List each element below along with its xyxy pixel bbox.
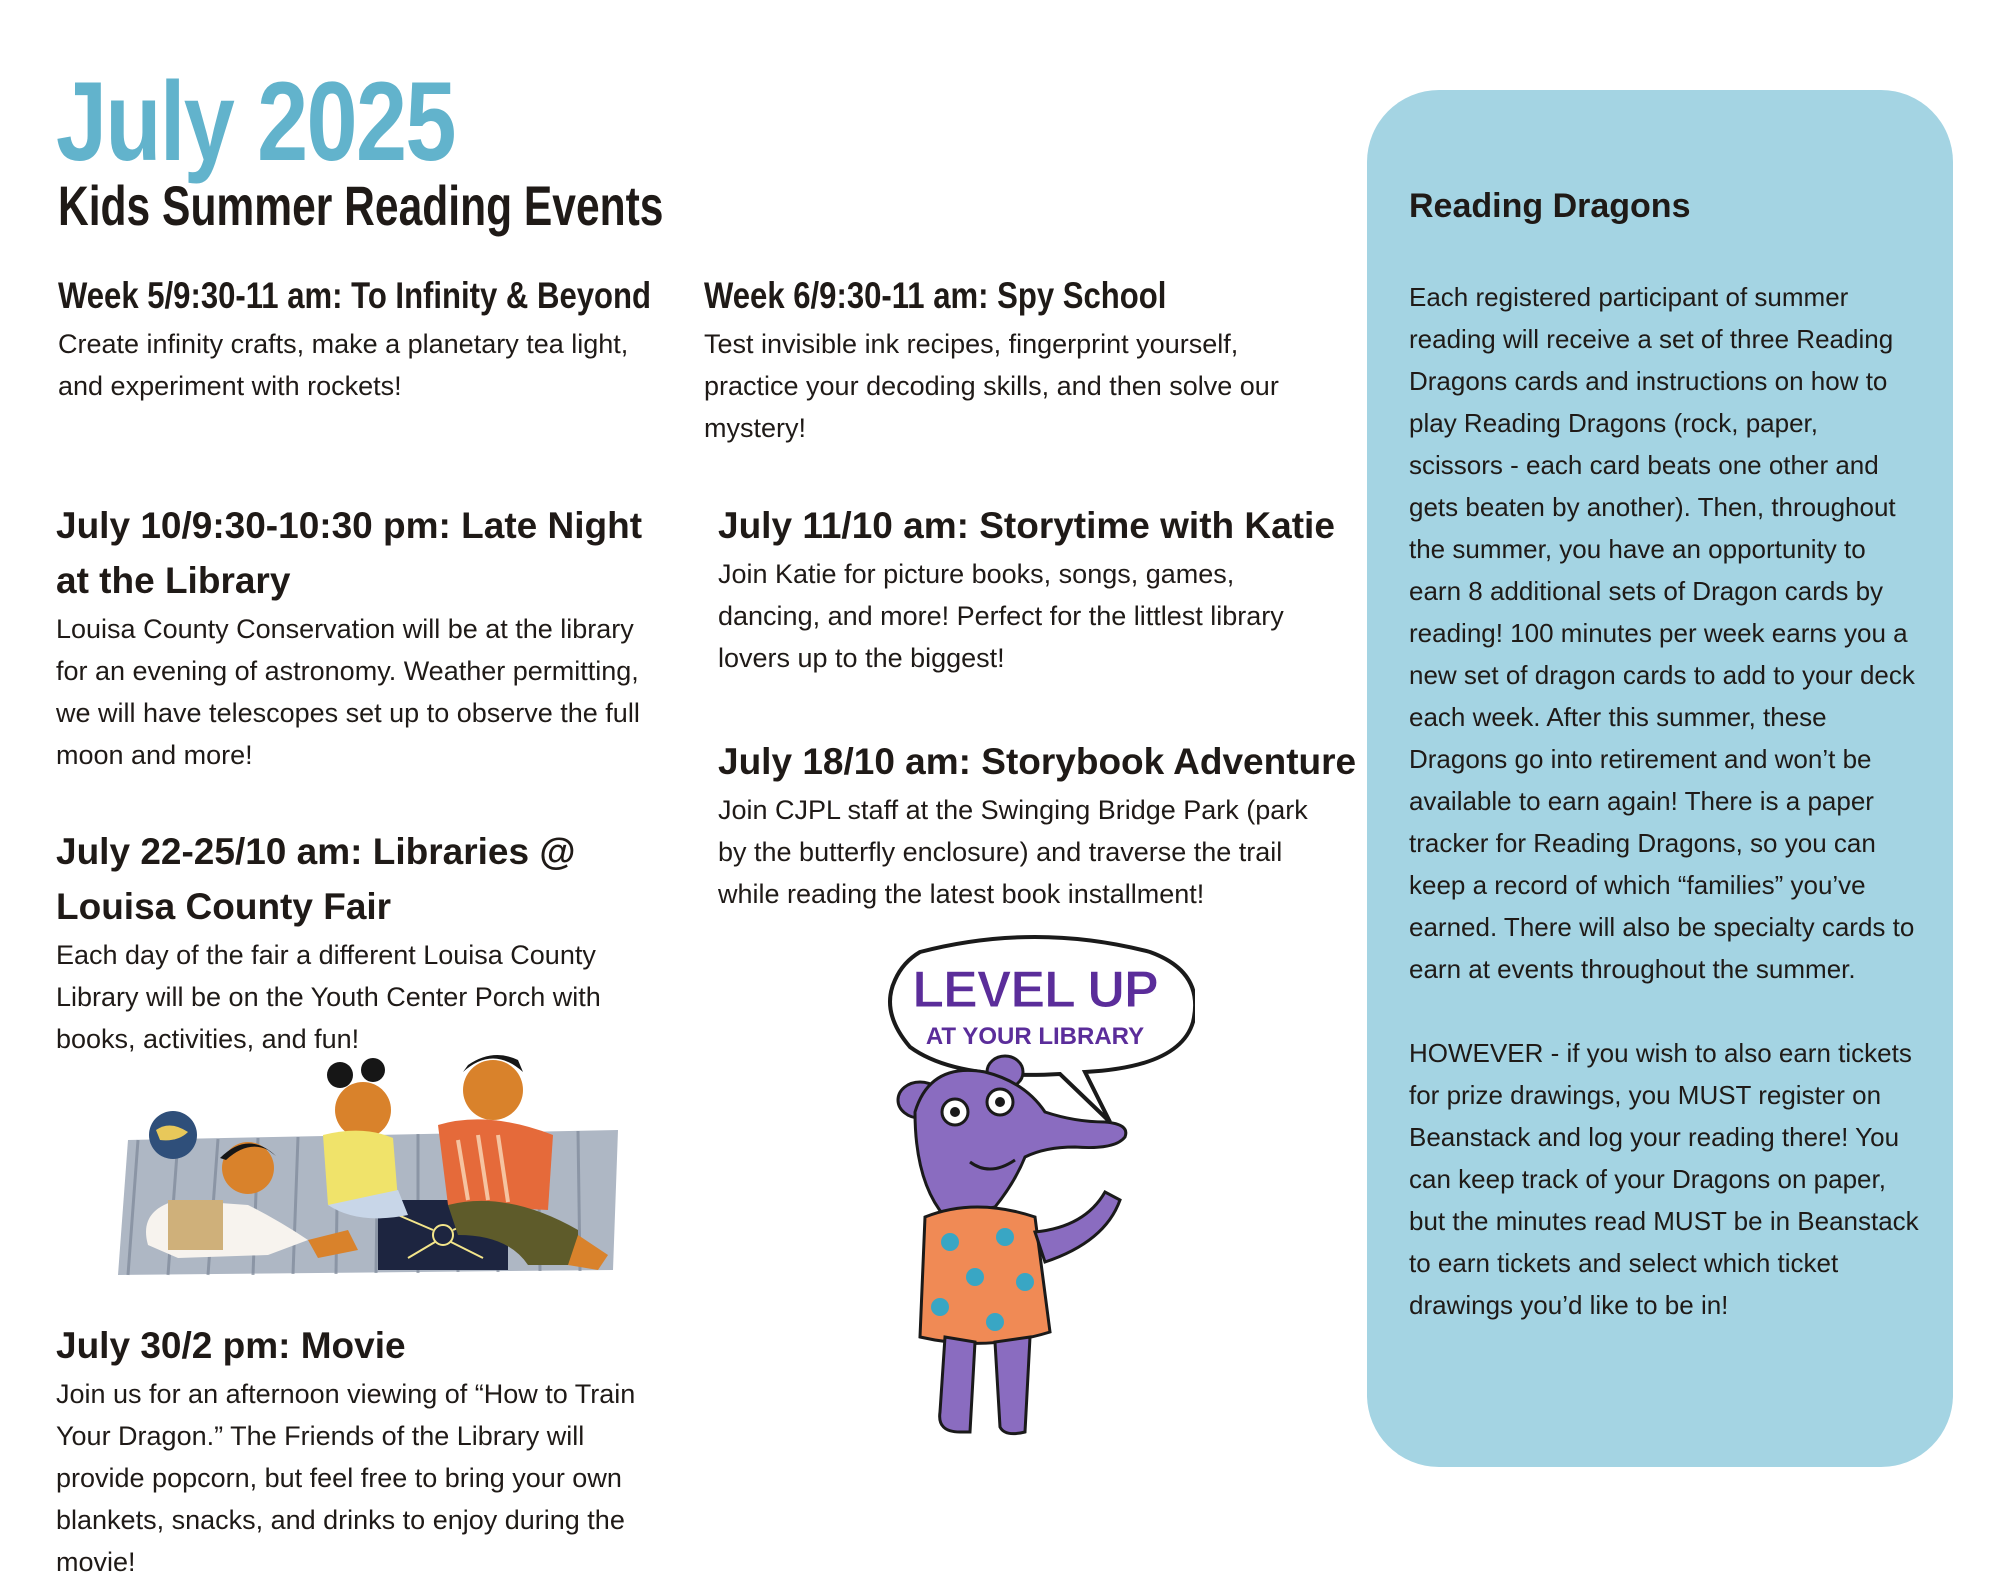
kids-reading-illustration — [108, 1030, 628, 1280]
bubble-text-line1: LEVEL UP — [912, 961, 1158, 1019]
event-title: July 10/9:30-10:30 pm: Late Night at the Library — [56, 505, 643, 601]
event-week-5 — [58, 268, 688, 407]
reading-dragons-paragraph: Each registered participant of summer reading will receive a set of three Reading Dragons cards and instructions on how to play Reading Dragons (rock, paper, scissors - each card beats one other and gets beaten by another). Then, throughout the summer, you have an opportunity to earn 8 additional sets of Dragon cards by reading! 100 minutes per week earns you a new set of dragon cards to add to your deck each week. After this summer, these Dragons go into retirement and won’t be available to earn again! There is a paper tracker for Reading Dragons, so you can keep a record of which “families” you’ve earned. There will also be specialty cards to earn at events throughout the summer. — [1409, 282, 1915, 984]
kids-reading-image — [108, 1030, 628, 1280]
event-july-11 — [718, 498, 1338, 679]
event-july-10 — [56, 498, 676, 776]
event-title: July 18/10 am: Storybook Adventure — [718, 741, 1357, 782]
event-description: Join us for an afternoon viewing of “How to Train Your Dragon.” The Friends of the Library will provide popcorn, but feel free to bring your own blankets, snacks, and drinks to enjoy during the movie! — [56, 1379, 636, 1577]
event-title: Week 5/9:30-11 am: To Infinity & Beyond — [58, 275, 651, 316]
event-july-18 — [718, 734, 1357, 915]
event-description: Each day of the fair a different Louisa County Library will be on the Youth Center Porch with books, activities, and fun! — [56, 940, 601, 1054]
event-description: Join CJPL staff at the Swinging Bridge Park (park by the butterfly enclosure) and traverse the trail while reading the latest book installment! — [718, 795, 1308, 909]
reading-dragons-title: Reading Dragons — [1409, 187, 1691, 225]
event-july-22-25 — [56, 824, 676, 1060]
level-up-mascot-illustration — [875, 932, 1195, 1472]
event-title: July 22-25/10 am: Libraries @ Louisa County Fair — [56, 831, 576, 927]
mascot-image — [875, 932, 1195, 1472]
event-title: Week 6/9:30-11 am: Spy School — [704, 275, 1167, 316]
event-description: Test invisible ink recipes, fingerprint yourself, practice your decoding skills, and then solve our mystery! — [704, 329, 1279, 443]
event-description: Join Katie for picture books, songs, games, dancing, and more! Perfect for the littlest library lovers up to the biggest! — [718, 559, 1284, 673]
page-subtitle: Kids Summer Reading Events — [58, 174, 664, 237]
event-title: July 11/10 am: Storytime with Katie — [718, 505, 1335, 546]
reading-dragons-paragraph: HOWEVER - if you wish to also earn tickets for prize drawings, you MUST register on Beanstack and log your reading there! You can keep track of your Dragons on paper, but the minutes read MUST be in Beanstack to earn tickets and select which ticket drawings you’d like to be in! — [1409, 1038, 1919, 1320]
event-week-6 — [704, 268, 1314, 449]
page-title: July 2025 — [56, 59, 455, 184]
event-description: Louisa County Conservation will be at the library for an evening of astronomy. Weather permitting, we will have telescopes set up to observe the full moon and more! — [56, 614, 640, 770]
event-description: Create infinity crafts, make a planetary tea light, and experiment with rockets! — [58, 329, 629, 401]
reading-dragons-body — [1409, 276, 1919, 1326]
bubble-text-line2: AT YOUR LIBRARY — [925, 1023, 1145, 1050]
event-title: July 30/2 pm: Movie — [56, 1325, 406, 1366]
event-july-30 — [56, 1318, 676, 1583]
